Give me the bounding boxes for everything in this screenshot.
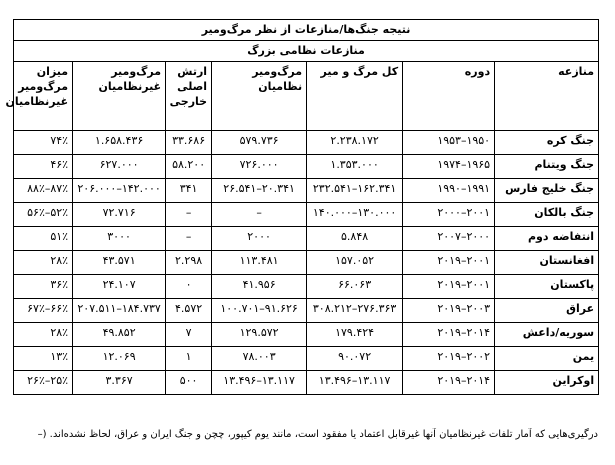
civilian-deaths-cell: ۴۳.۵۷۱ <box>73 251 166 275</box>
foreign-army-cell: ۳۴۱ <box>166 179 212 203</box>
civilian-deaths-cell: ۳.۳۶۷ <box>73 371 166 395</box>
header-total: کل مرگ‌ و میر <box>307 62 403 131</box>
foreign-army-cell: ۱ <box>166 347 212 371</box>
table-row <box>14 371 599 395</box>
total-deaths-cell: ۲.۲۳۸.۱۷۲ <box>307 131 403 155</box>
period-cell: ۲۰۰۱–۲۰۰۰ <box>403 203 495 227</box>
military-deaths-cell: ۱۲۹.۵۷۲ <box>212 323 307 347</box>
total-deaths-cell: ۶۶.۰۶۳ <box>307 275 403 299</box>
total-deaths-cell: ۲۷۶.۳۶۳–۳۰۸.۲۱۲ <box>307 299 403 323</box>
table-row <box>14 227 599 251</box>
civilian-rate-cell: ۴۶٪ <box>14 155 73 179</box>
civilian-rate-cell: ۳۶٪ <box>14 275 73 299</box>
foreign-army-cell: ۳۳.۶۸۶ <box>166 131 212 155</box>
civilian-rate-cell: ۶۶٪–۶۷٪ <box>14 299 73 323</box>
conflict-cell: جنگ ویتنام <box>495 155 599 179</box>
foreign-army-cell: – <box>166 203 212 227</box>
civilian-deaths-cell: ۷۲.۷۱۶ <box>73 203 166 227</box>
conflict-cell: سوریه/داعش <box>495 323 599 347</box>
civilian-rate-cell: ۲۵٪–۲۶٪ <box>14 371 73 395</box>
civilian-rate-cell: ۵۲٪–۵۶٪ <box>14 203 73 227</box>
table-row <box>14 275 599 299</box>
period-cell: ۲۰۰۰–۲۰۰۷ <box>403 227 495 251</box>
civilian-rate-cell: ۵۱٪ <box>14 227 73 251</box>
period-cell: ۲۰۱۴–۲۰۱۹ <box>403 371 495 395</box>
military-deaths-cell: ۹۱.۶۲۶–۱۰۰.۷۰۱ <box>212 299 307 323</box>
header-rate: میزان مرگ‌ومیر غیرنظامیان <box>14 62 73 131</box>
conflict-cell: جنگ بالکان <box>495 203 599 227</box>
casualty-table-container <box>5 19 598 395</box>
total-deaths-cell: ۱۵۷.۰۵۲ <box>307 251 403 275</box>
period-cell: ۱۹۶۵–۱۹۷۴ <box>403 155 495 179</box>
total-deaths-cell: ۱۳.۱۱۷–۱۳.۴۹۶ <box>307 371 403 395</box>
foreign-army-cell: ۲.۲۹۸ <box>166 251 212 275</box>
foreign-army-cell: ۴.۵۷۲ <box>166 299 212 323</box>
table-row <box>14 299 599 323</box>
table-subtitle-row <box>14 41 599 62</box>
table-row <box>14 323 599 347</box>
conflict-cell: یمن <box>495 347 599 371</box>
table-row <box>14 131 599 155</box>
military-deaths-cell: ۷۲۶.۰۰۰ <box>212 155 307 179</box>
period-cell: ۲۰۰۱–۲۰۱۹ <box>403 275 495 299</box>
period-cell: ۱۹۵۰–۱۹۵۳ <box>403 131 495 155</box>
civilian-rate-cell: ۲۸٪ <box>14 251 73 275</box>
conflict-cell: اوکراین <box>495 371 599 395</box>
table-row <box>14 347 599 371</box>
military-deaths-cell: ۵۷۹.۷۳۶ <box>212 131 307 155</box>
table-title-row <box>14 20 599 41</box>
military-deaths-cell: ۱۳.۱۱۷–۱۳.۴۹۶ <box>212 371 307 395</box>
period-cell: ۱۹۹۱–۱۹۹۰ <box>403 179 495 203</box>
header-period: دوره <box>403 62 495 131</box>
civilian-rate-cell: ۸۷٪–۸۸٪ <box>14 179 73 203</box>
foreign-army-cell: ۵۸.۲۰۰ <box>166 155 212 179</box>
table-row <box>14 179 599 203</box>
civilian-deaths-cell: ۱۸۴.۷۳۷–۲۰۷.۵۱۱ <box>73 299 166 323</box>
civilian-deaths-cell: ۱۴۲.۰۰۰–۲۰۶.۰۰۰ <box>73 179 166 203</box>
civilian-deaths-cell: ۲۴.۱۰۷ <box>73 275 166 299</box>
military-deaths-cell: ۲۰.۳۴۱–۲۶.۵۴۱ <box>212 179 307 203</box>
table-body <box>14 131 599 395</box>
civilian-deaths-cell: ۳۰۰۰ <box>73 227 166 251</box>
civilian-rate-cell: ۱۳٪ <box>14 347 73 371</box>
foreign-army-cell: ۷ <box>166 323 212 347</box>
header-conflict: منازعه <box>495 62 599 131</box>
civilian-rate-cell: ۷۴٪ <box>14 131 73 155</box>
military-deaths-cell: ۷۸.۰۰۳ <box>212 347 307 371</box>
period-cell: ۲۰۱۴–۲۰۱۹ <box>403 323 495 347</box>
casualty-table <box>5 19 599 395</box>
civilian-deaths-cell: ۴۹.۸۵۲ <box>73 323 166 347</box>
header-army: ارتش اصلی خارجی <box>166 62 212 131</box>
total-deaths-cell: ۱.۳۵۳.۰۰۰ <box>307 155 403 179</box>
civilian-rate-cell: ۲۸٪ <box>14 323 73 347</box>
foreign-army-cell: ۵۰۰ <box>166 371 212 395</box>
table-subtitle: منازعات نظامی بزرگ <box>14 41 599 62</box>
conflict-cell: عراق <box>495 299 599 323</box>
foreign-army-cell: ۰ <box>166 275 212 299</box>
table-row <box>14 251 599 275</box>
table-row <box>14 203 599 227</box>
header-military: مرگ‌ومیر نظامیان <box>212 62 307 131</box>
period-cell: ۲۰۰۱–۲۰۱۹ <box>403 251 495 275</box>
military-deaths-cell: ۴۱.۹۵۶ <box>212 275 307 299</box>
total-deaths-cell: ۱۳۰.۰۰۰–۱۴۰.۰۰۰ <box>307 203 403 227</box>
conflict-cell: پاکستان <box>495 275 599 299</box>
foreign-army-cell: – <box>166 227 212 251</box>
military-deaths-cell: ۲۰۰۰ <box>212 227 307 251</box>
total-deaths-cell: ۱۷۹.۴۲۴ <box>307 323 403 347</box>
conflict-cell: انتفاضه دوم <box>495 227 599 251</box>
header-row <box>14 62 599 131</box>
footnote: درگیری‌هایی که آمار تلفات غیرنظامیان آنها غیرقابل اعتماد یا مفقود است، مانند یوم کیپور، چچن و جنگ ایران و عراق، لحاظ نشده‌اند. (– <box>37 429 598 440</box>
civilian-deaths-cell: ۱۲.۰۶۹ <box>73 347 166 371</box>
conflict-cell: جنگ کره <box>495 131 599 155</box>
total-deaths-cell: ۹۰.۰۷۲ <box>307 347 403 371</box>
table-row <box>14 155 599 179</box>
total-deaths-cell: ۱۶۲.۳۴۱–۲۳۲.۵۴۱ <box>307 179 403 203</box>
civilian-deaths-cell: ۶۲۷.۰۰۰ <box>73 155 166 179</box>
table-title: نتیجه جنگ‌ها/منازعات از نظر مرگ‌ومیر <box>14 20 599 41</box>
civilian-deaths-cell: ۱.۶۵۸.۴۳۶ <box>73 131 166 155</box>
total-deaths-cell: ۵.۸۴۸ <box>307 227 403 251</box>
military-deaths-cell: – <box>212 203 307 227</box>
conflict-cell: جنگ خلیج فارس <box>495 179 599 203</box>
header-civilian: مرگ‌ومیر غیرنظامیان <box>73 62 166 131</box>
military-deaths-cell: ۱۱۳.۴۸۱ <box>212 251 307 275</box>
period-cell: ۲۰۰۳–۲۰۱۹ <box>403 299 495 323</box>
period-cell: ۲۰۰۲–۲۰۱۹ <box>403 347 495 371</box>
conflict-cell: افغانستان <box>495 251 599 275</box>
